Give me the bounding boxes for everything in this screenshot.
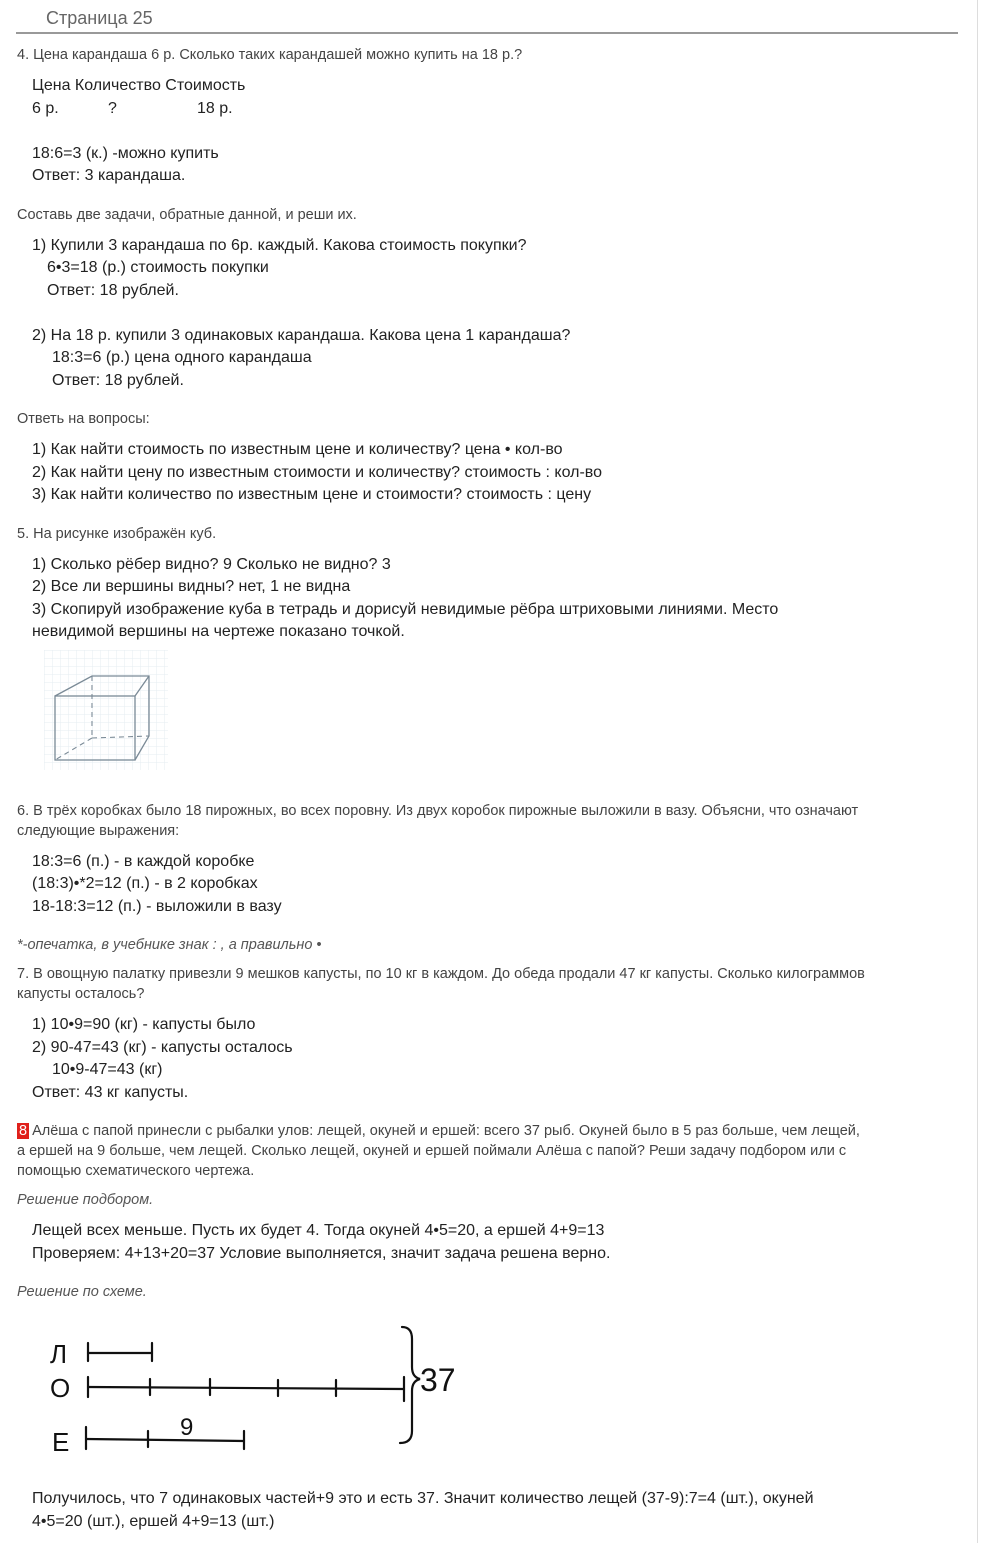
task5-answer-3-line2: невидимой вершины на чертеже показано точкой. [32, 623, 405, 640]
task6-note: *-опечатка, в учебнике знак : , а правильно • [17, 937, 322, 953]
task6-expression-1: 18:3=6 (п.) - в каждой коробке [32, 853, 255, 870]
inverse-problem-2: 2) На 18 р. купили 3 одинаковых карандаша. Какова цена 1 карандаша? [32, 327, 571, 344]
task5-answer-1: 1) Сколько рёбер видно? 9 Сколько не видно? 3 [32, 556, 391, 573]
scheme-extra-label: 9 [180, 1414, 194, 1441]
task5-answer-3-line1: 3) Скопируй изображение куба в тетрадь и дорисуй невидимые рёбра штриховыми линиями. Место [32, 601, 779, 618]
task6-question-line1: 6. В трёх коробках было 18 пирожных, во всех поровну. Из двух коробок пирожные выложили в вазу. Объясни, что означают [17, 803, 859, 819]
scheme-label-l: Л [50, 1339, 68, 1369]
task7-step-2: 2) 90-47=43 (кг) - капусты осталось [32, 1039, 293, 1056]
task6-expression-2: (18:3)•*2=12 (п.) - в 2 коробках [32, 875, 258, 892]
question-2: 2) Как найти цену по известным стоимости и количеству? стоимость : кол-во [32, 464, 603, 481]
method-selection-heading: Решение подбором. [17, 1192, 154, 1208]
method-scheme-heading: Решение по схеме. [17, 1284, 147, 1300]
final-line-1: Получилось, что 7 одинаковых частей+9 это и есть 37. Значит количество лещей (37-9):7=4 (шт.), окуней [32, 1490, 814, 1507]
selection-line-2: Проверяем: 4+13+20=37 Условие выполняется, значит задача решена верно. [32, 1245, 611, 1262]
questions-prompt: Ответь на вопросы: [17, 411, 150, 427]
task4-calc: 18:6=3 (к.) -можно купить [32, 145, 219, 162]
task4-answer: Ответ: 3 карандаша. [32, 167, 186, 184]
task5-answer-2: 2) Все ли вершины видны? нет, 1 не видна [32, 578, 351, 595]
scheme-label-e: Е [52, 1427, 70, 1457]
task7-expression: 10•9-47=43 (кг) [52, 1061, 163, 1078]
inverse-problem-2-calc: 18:3=6 (р.) цена одного карандаша [52, 349, 312, 366]
header-divider [16, 32, 958, 34]
task4-question: 4. Цена карандаша 6 р. Сколько таких карандашей можно купить на 18 р.? [17, 47, 523, 63]
task7-answer: Ответ: 43 кг капусты. [32, 1084, 189, 1101]
inverse-problem-2-answer: Ответ: 18 рублей. [52, 372, 184, 389]
final-line-2: 4•5=20 (шт.), ершей 4+9=13 (шт.) [32, 1513, 275, 1530]
inverse-prompt: Составь две задачи, обратные данной, и реши их. [17, 207, 357, 223]
task8-question-line3: помощью схематического чертежа. [17, 1163, 255, 1179]
page-right-border [977, 0, 978, 1543]
task8-question-line2: а ершей на 9 больше, чем лещей. Сколько лещей, окуней и ершей поймали Алёша с папой? Реши задачу подбором или с [17, 1143, 847, 1159]
task6-question-line2: следующие выражения: [17, 823, 180, 839]
page-number-header: Страница 25 [46, 8, 153, 28]
inverse-problem-1: 1) Купили 3 карандаша по 6р. каждый. Какова стоимость покупки? [32, 237, 527, 254]
task7-question-line2: капусты осталось? [17, 986, 145, 1002]
task4-table-head: Цена Количество Стоимость [32, 77, 246, 94]
scheme-label-o: О [50, 1373, 71, 1403]
scheme-total-label: 37 [420, 1362, 456, 1398]
scheme-drawing [40, 1315, 480, 1465]
task8-question-line1 [17, 1123, 860, 1139]
question-1: 1) Как найти стоимость по известным цене и количеству? цена • кол-во [32, 441, 563, 458]
task6-expression-3: 18-18:3=12 (п.) - выложили в вазу [32, 898, 282, 915]
question-3: 3) Как найти количество по известным цене и стоимости? стоимость : цену [32, 486, 592, 503]
task7-question-line1: 7. В овощную палатку привезли 9 мешков капусты, по 10 кг в каждом. До обеда продали 47 кг капусты. Сколько килограммов [17, 966, 865, 982]
task5-question: 5. На рисунке изображён куб. [17, 526, 217, 542]
task4-cost: 18 р. [197, 100, 233, 117]
task4-qty: ? [108, 100, 117, 117]
task8-number-badge: 8 [19, 1123, 28, 1139]
task4-price: 6 р. [32, 100, 59, 117]
task7-step-1: 1) 10•9=90 (кг) - капусты было [32, 1016, 256, 1033]
selection-line-1: Лещей всех меньше. Пусть их будет 4. Тогда окуней 4•5=20, а ершей 4+9=13 [32, 1222, 605, 1239]
inverse-problem-1-calc: 6•3=18 (р.) стоимость покупки [47, 259, 269, 276]
inverse-problem-1-answer: Ответ: 18 рублей. [47, 282, 179, 299]
task8-question-text: Алёша с папой принесли с рыбалки улов: лещей, окуней и ершей: всего 37 рыб. Окуней было в 5 раз больше, чем лещей, [32, 1123, 860, 1139]
cube-drawing [44, 650, 168, 770]
